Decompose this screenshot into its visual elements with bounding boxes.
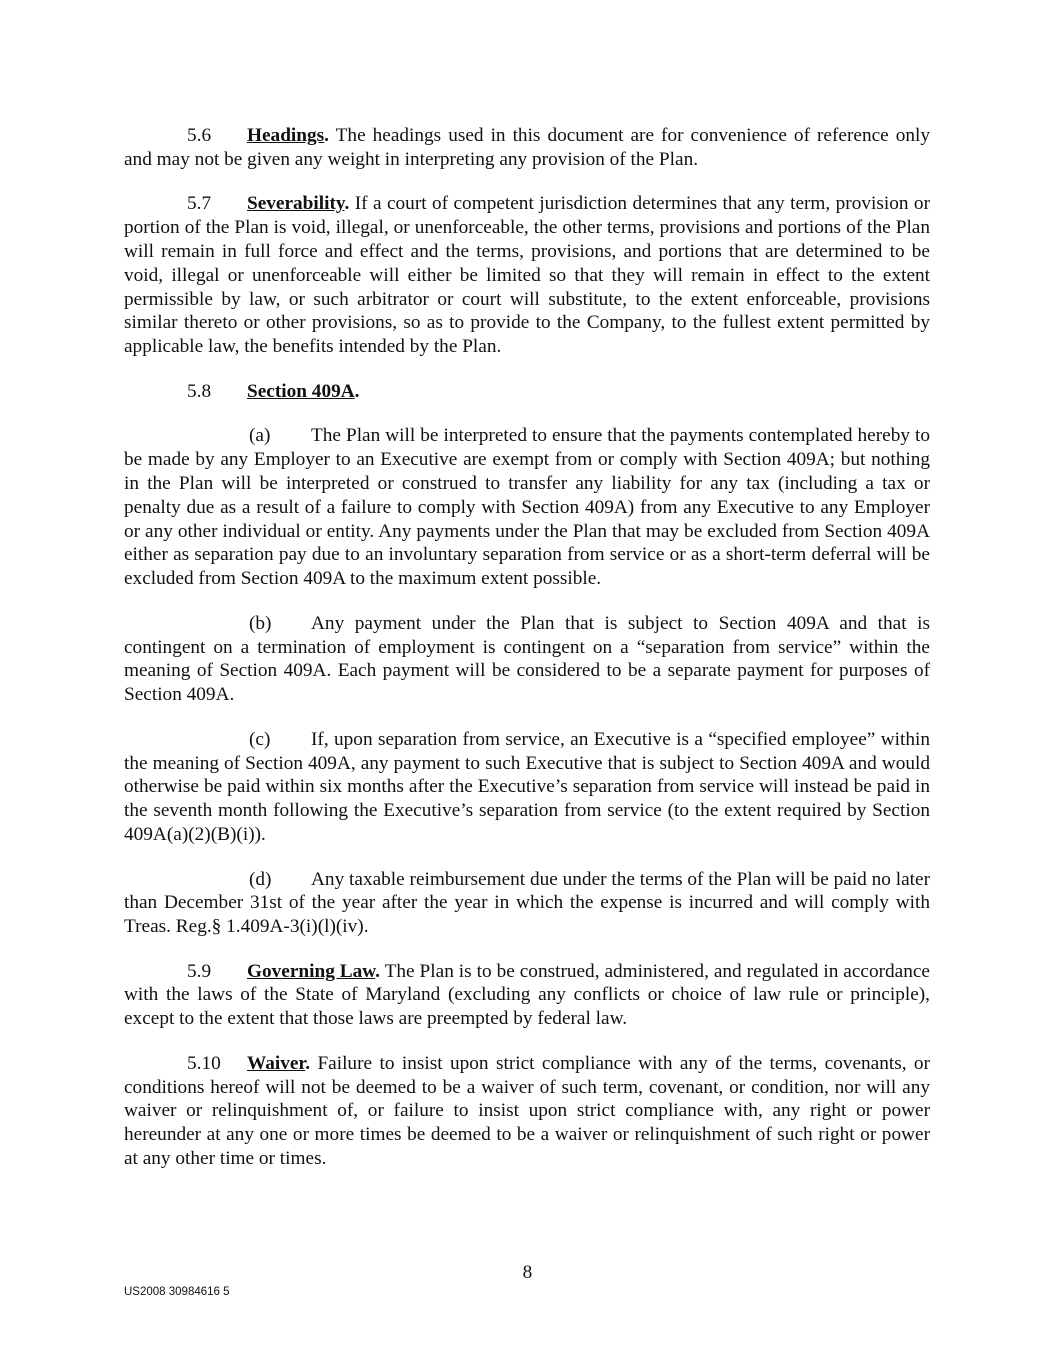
- subsection-text: Any taxable reimbursement due under the terms of the Plan will be paid no later than December 31st of the year after the year in which the expense is incurred and will comply with Treas. Reg.§ 1.409A-3(i)(l)(iv).: [124, 868, 930, 938]
- section-heading: Headings: [247, 125, 325, 146]
- page-number: 8: [522, 1262, 533, 1283]
- section-text: The headings used in this document are for convenience of reference only and may not be given any weight in interpreting any provision of the Plan.: [124, 125, 930, 170]
- section-number: 5.9: [187, 960, 212, 982]
- section-number: 5.6: [187, 125, 212, 146]
- section-5-10: 5.10 Waiver. Failure to insist upon strict compliance with any of the terms, covenants, or conditions hereof will not be deemed to be a waiver of such term, covenant, or condition, nor will any waiver or relinquishment of, or failure to insist upon strict compliance with, any right or power hereunder at any one or more times be deemed to be a waiver or relinquishment of such right or power at any other time or times.: [124, 1052, 930, 1170]
- subsection-text: The Plan will be interpreted to ensure that the payments contemplated hereby to be made by any Employer to an Executive are exempt from or comply with Section 409A; but nothing in the Plan will be interpreted or construed to transfer any liability for any tax (including a tax or penalty due as a result of a failure to comply with Section 409A) from any Executive to any Employer or any other individual or entity. Any payments under the Plan that may be excluded from Section 409A either as separation pay due to an involuntary separation from service or as a short-term deferral will be excluded from Section 409A to the maximum extent possible.: [124, 425, 930, 590]
- section-5-7: 5.7 Severability. If a court of competent jurisdiction determines that any term, provision or portion of the Plan is void, illegal, or unenforceable, the other terms, provisions and portions of the Plan will remain in full force and effect and the terms, provisions, and portions that are determined to be void, illegal or unenforceable will either be limited so that they will remain in effect to the extent permissible by law, or such arbitrator or court will substitute, to the extent enforceable, provisions similar thereto or other provisions, so as to provide to the Company, to the fullest extent permitted by applicable law, the benefits intended by the Plan.: [124, 193, 930, 358]
- subsection-a: [124, 424, 930, 591]
- section-heading: Waiver: [247, 1052, 306, 1074]
- subsection-label: (b): [249, 612, 272, 634]
- section-heading: Governing Law: [247, 960, 376, 982]
- document-body: [124, 124, 930, 1192]
- subsection-c: [124, 728, 930, 847]
- section-number: 5.8: [187, 380, 212, 402]
- section-text: If a court of competent jurisdiction determines that any term, provision or portion of the Plan is void, illegal, or unenforceable, the other terms, provisions and portions of the Plan will remain in full force and effect and the terms, provisions, and portions that are determined to be void, illegal or unenforceable will either be limited so that they will remain in effect to the extent permissible by law, or such arbitrator or court will substitute, to the extent enforceable, provisions similar thereto or other provisions, so as to provide to the Company, to the fullest extent permitted by applicable law, the benefits intended by the Plan.: [124, 193, 930, 358]
- section-5-9: 5.9 Governing Law. The Plan is to be construed, administered, and regulated in accordance with the laws of the State of Maryland (excluding any conflicts or choice of law rule or principle), except to the extent that those laws are preempted by federal law.: [124, 960, 930, 1030]
- section-text: Failure to insist upon strict compliance with any of the terms, covenants, or conditions hereof will not be deemed to be a waiver of such term, covenant, or condition, nor will any waiver or relinquishment of, or failure to insist upon strict compliance with, any right or power hereunder at any one or more times be deemed to be a waiver or relinquishment of such right or power at any other time or times.: [124, 1052, 930, 1170]
- subsection-label: (c): [249, 728, 271, 750]
- subsection-d: [124, 868, 930, 939]
- section-number: 5.10: [187, 1052, 221, 1074]
- section-number: 5.7: [187, 193, 212, 215]
- section-heading: Section 409A: [247, 380, 355, 402]
- subsection-text: Any payment under the Plan that is subject to Section 409A and that is contingent on a termination of employment is contingent on a “separation from service” within the meaning of Section 409A. Each payment will be considered to be a separate payment for purposes of Section 409A.: [124, 612, 930, 706]
- section-text: The Plan is to be construed, administered, and regulated in accordance with the laws of the State of Maryland (excluding any conflicts or choice of law rule or principle), except to the extent that those laws are preempted by federal law.: [124, 960, 930, 1030]
- section-5-6: 5.6 Headings. The headings used in this document are for convenience of reference only and may not be given any weight in interpreting any provision of the Plan.: [124, 125, 930, 170]
- subsection-text: If, upon separation from service, an Executive is a “specified employee” within the meaning of Section 409A, any payment to such Executive that is subject to Section 409A and would otherwise be paid within six months after the Executive’s separation from service will instead be paid in the seventh month following the Executive’s separation from service (to the extent required by Section 409A(a)(2)(B)(i)).: [124, 728, 930, 845]
- section-5-8: 5.8 Section 409A.: [187, 380, 360, 402]
- document-id: US2008 30984616 5: [124, 1286, 230, 1298]
- subsection-b: [124, 612, 930, 707]
- section-heading: Severability: [247, 193, 345, 215]
- subsection-label: (a): [249, 425, 271, 447]
- subsection-label: (d): [249, 868, 272, 890]
